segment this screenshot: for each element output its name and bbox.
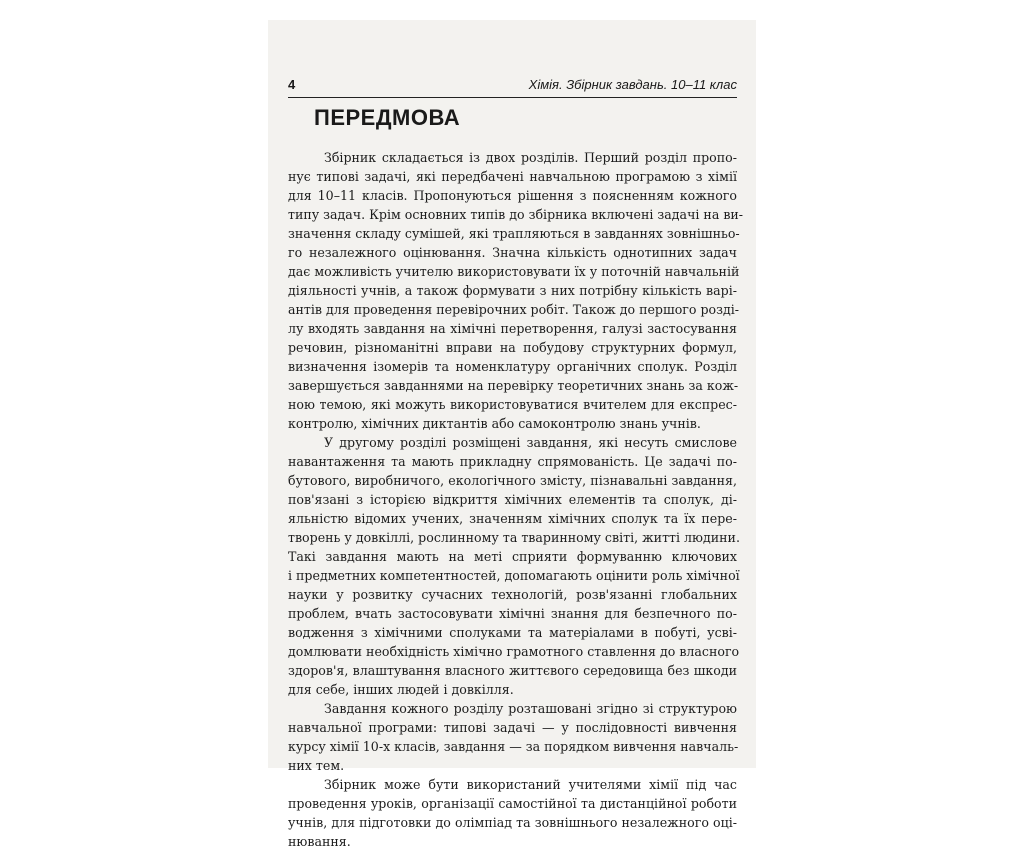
text-line: для 10–11 класів. Пропонуються рішення з поясненням кожного (288, 188, 737, 203)
text-line: них тем. (288, 758, 345, 773)
text-line: нує типові задачі, які передбачені навчальною програмою з хімії (288, 169, 737, 184)
text-line: для себе, інших людей і довкілля. (288, 682, 514, 697)
section-title: ПЕРЕДМОВА (314, 105, 461, 130)
text-line: діяльності учнів, а також формувати з них потрібну кількість варі- (288, 283, 737, 298)
text-line: здоров'я, влаштування власного життєвого середовища без шкоди (288, 663, 737, 678)
text-line: дає можливість учителю використовувати їх у поточній навчальній (288, 264, 740, 279)
text-line: проблем, вчать застосовувати хімічні знання для безпечного по- (288, 606, 737, 621)
text-line: науки у розвитку сучасних технологій, розв'язанні глобальних (288, 587, 737, 602)
text-line: Збірник може бути використаний учителями хімії під час (324, 777, 737, 792)
paragraph (288, 775, 737, 851)
text-line: пов'язані з історією відкриття хімічних елементів та сполук, ді- (288, 492, 737, 507)
text-line: домлювати необхідність хімічно грамотного ставлення до власного (288, 644, 740, 659)
text-line: антів для проведення перевірочних робіт. Також до першого розді- (288, 302, 740, 317)
text-line: типу задач. Крім основних типів до збірника включені задачі на ви- (288, 207, 744, 222)
text-line: навантаження та мають прикладну спрямованість. Це задачі по- (288, 454, 737, 469)
text-line: У другому розділі розміщені завдання, які несуть смислове (324, 435, 737, 450)
text-line: контролю, хімічних диктантів або самоконтролю знань учнів. (288, 416, 701, 431)
book-page (268, 20, 756, 849)
text-line: завершується завданнями на перевірку теоретичних знань за кож- (288, 378, 739, 393)
text-line: Завдання кожного розділу розташовані згідно зі структурою (324, 701, 737, 716)
text-line: курсу хімії 10-х класів, завдання — за порядком вивчення навчаль- (288, 739, 739, 754)
text-line: лу входять завдання на хімічні перетворення, галузі застосування (288, 321, 737, 336)
body-text (288, 148, 744, 851)
text-line: проведення уроків, організації самостійної та дистанційної роботи (288, 796, 737, 811)
text-line: творень у довкіллі, рослинному та тваринному світі, житті людини. (288, 530, 740, 545)
text-line: речовин, різноманітні вправи на побудову структурних формул, (288, 340, 737, 355)
page-number: 4 (288, 77, 296, 92)
text-line: го незалежного оцінювання. Значна кількість однотипних задач (288, 245, 737, 260)
running-title: Хімія. Збірник завдань. 10–11 клас (528, 77, 737, 92)
text-line: Такі завдання мають на меті сприяти формуванню ключових (288, 549, 737, 564)
text-line: значення складу сумішей, які трапляються в завданнях зовнішньо- (288, 226, 740, 241)
paragraph (288, 433, 740, 699)
paragraph (288, 699, 737, 775)
page-header (288, 75, 737, 98)
text-line: яльністю відомих учених, значенням хімічних сполук та їх пере- (288, 511, 737, 526)
paragraph (288, 148, 744, 433)
text-line: і предметних компетентностей, допомагають оцінити роль хімічної (288, 568, 740, 583)
text-line: нювання. (288, 834, 351, 849)
text-line: навчальної програми: типові задачі — у послідовності вивчення (288, 720, 737, 735)
text-line: бутового, виробничого, екологічного змісту, пізнавальні завдання, (288, 473, 737, 488)
text-line: Збірник складається із двох розділів. Перший розділ пропо- (324, 150, 737, 165)
text-line: визначення ізомерів та номенклатуру органічних сполук. Розділ (288, 359, 737, 374)
text-line: учнів, для підготовки до олімпіад та зовнішнього незалежного оці- (288, 815, 737, 830)
text-line: водження з хімічними сполуками та матеріалами в побуті, усві- (288, 625, 737, 640)
text-line: ною темою, які можуть використовуватися вчителем для експрес- (288, 397, 737, 412)
